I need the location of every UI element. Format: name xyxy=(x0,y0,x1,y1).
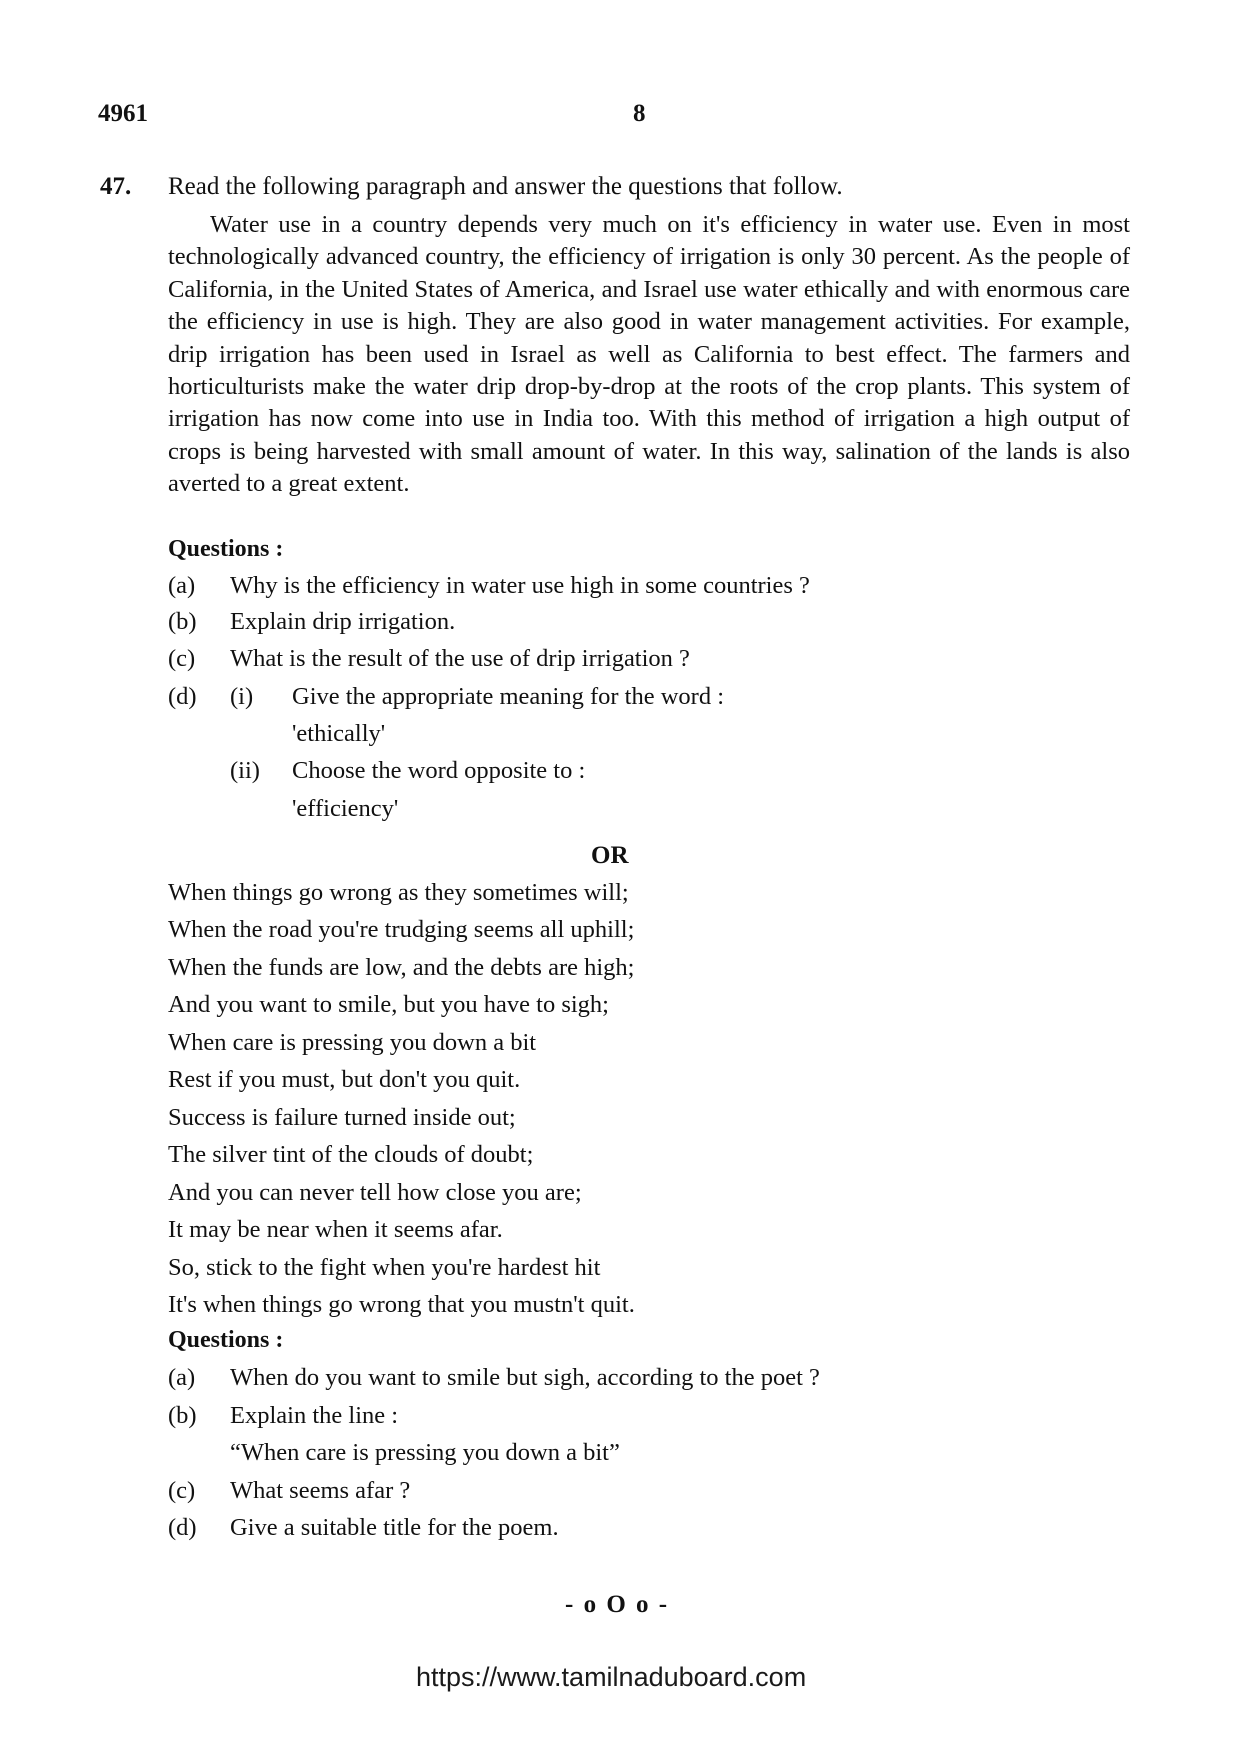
question-d-i-word: 'ethically' xyxy=(292,720,386,747)
reading-passage: Water use in a country depends very much on it's efficiency in water use. Even in most technologically advanced country, the efficiency of irrigation is only 30 percent. As the people of California, in the United States of America, and Israel use water ethically and with enormous care the efficiency in use is high. They are also good in water management activities. For example, drip irrigation has been used in Israel as well as California to best effect. The farmers and horticulturists make the water drip drop-by-drop at the roots of the crop plants. This system of irrigation has now come into use in India too. With this method of irrigation a high output of crops is being harvested with small amount of water. In this way, salination of the lands is also averted to a great extent. xyxy=(168,211,1130,498)
paper-code: 4961 xyxy=(98,100,148,127)
poem-question-a-label: (a) xyxy=(168,1364,196,1391)
poem-questions-heading: Questions : xyxy=(168,1327,284,1353)
question-a-label: (a) xyxy=(168,572,196,599)
poem-line: When things go wrong as they sometimes will; xyxy=(168,879,629,906)
question-c-label: (c) xyxy=(168,645,196,672)
question-b-text: Explain drip irrigation. xyxy=(230,608,456,635)
question-c-text: What is the result of the use of drip irrigation ? xyxy=(230,645,690,672)
poem-question-b-quote: “When care is pressing you down a bit” xyxy=(230,1439,620,1466)
question-d-ii-text: Choose the word opposite to : xyxy=(292,757,586,784)
poem-question-c-text: What seems afar ? xyxy=(230,1477,411,1504)
poem-line: And you want to smile, but you have to sigh; xyxy=(168,991,609,1018)
question-d-ii-word: 'efficiency' xyxy=(292,795,399,822)
question-number: 47. xyxy=(100,173,132,200)
poem-line: When the road you're trudging seems all uphill; xyxy=(168,916,635,943)
poem-line: Rest if you must, but don't you quit. xyxy=(168,1066,521,1093)
poem-line: It's when things go wrong that you mustn't quit. xyxy=(168,1291,635,1318)
poem-question-c-label: (c) xyxy=(168,1477,196,1504)
end-of-paper-mark: - o O o - xyxy=(565,1591,670,1618)
poem-line: Success is failure turned inside out; xyxy=(168,1104,516,1131)
poem-line: So, stick to the fight when you're hardest hit xyxy=(168,1254,601,1281)
poem-line: The silver tint of the clouds of doubt; xyxy=(168,1141,534,1168)
question-d-i-text: Give the appropriate meaning for the word : xyxy=(292,683,725,710)
poem-question-d-text: Give a suitable title for the poem. xyxy=(230,1514,559,1541)
poem-line: And you can never tell how close you are; xyxy=(168,1179,582,1206)
poem-line: It may be near when it seems afar. xyxy=(168,1216,503,1243)
page-number: 8 xyxy=(633,100,646,127)
poem-question-d-label: (d) xyxy=(168,1514,197,1541)
poem-question-a-text: When do you want to smile but sigh, according to the poet ? xyxy=(230,1364,820,1391)
poem-question-b-text: Explain the line : xyxy=(230,1402,399,1429)
questions-heading: Questions : xyxy=(168,536,284,562)
poem-line: When the funds are low, and the debts are high; xyxy=(168,954,635,981)
question-b-label: (b) xyxy=(168,608,197,635)
question-instruction: Read the following paragraph and answer the questions that follow. xyxy=(168,173,843,200)
footer-url: https://www.tamilnaduboard.com xyxy=(416,1662,807,1692)
or-separator: OR xyxy=(591,842,629,869)
question-a-text: Why is the efficiency in water use high in some countries ? xyxy=(230,572,810,599)
poem-question-b-label: (b) xyxy=(168,1402,197,1429)
question-d-label: (d) xyxy=(168,683,197,710)
question-d-i-label: (i) xyxy=(230,683,254,710)
question-d-ii-label: (ii) xyxy=(230,757,260,784)
poem-line: When care is pressing you down a bit xyxy=(168,1029,537,1056)
